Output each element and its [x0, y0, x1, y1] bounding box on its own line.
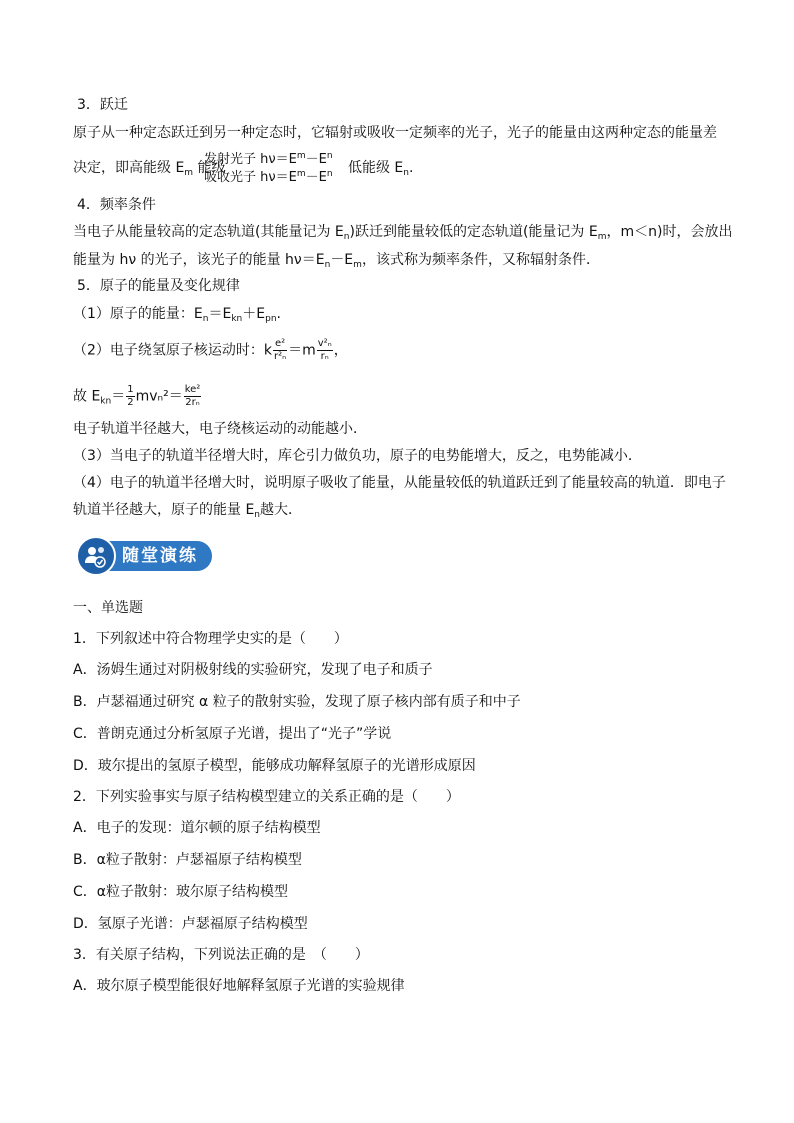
orbit-radius-item-cont: 轨道半径越大，原子的能量 $E_n$越大． — [73, 502, 303, 520]
section3-heading: 3．跃迁 — [77, 97, 128, 113]
practice-badge — [76, 536, 212, 576]
question-3-option-a: A．玻尔原子模型能很好地解释氢原子光谱的实验规律 — [73, 978, 405, 994]
question-2-option-b: B．α粒子散射：卢瑟福原子结构模型 — [73, 852, 302, 868]
question-2-option-d: D．氢原子光谱：卢瑟福原子结构模型 — [73, 916, 308, 932]
section3-line2: 决定，即高能级 $E_m$ 能级 低能级 $E_n$. — [73, 160, 414, 178]
people-icon — [76, 536, 116, 576]
absorb-photon-formula: 吸收光子 $h\nu=E^m-E^n$ — [204, 169, 333, 185]
section4-heading: 4．频率条件 — [77, 197, 156, 213]
question-2-stem: 2．下列实验事实与原子结构模型建立的关系正确的是（ ） — [73, 789, 460, 805]
question-1-stem: 1．下列叙述中符合物理学史实的是（ ） — [73, 631, 348, 647]
section5-heading: 5．原子的能量及变化规律 — [77, 278, 240, 294]
section4-line1: 当电子从能量较高的定态轨道(其能量记为 $E_n$)跃迁到能量较低的定态轨道(能量记为 $E_m$，m＜n)时，会放出 — [73, 224, 733, 242]
fraction: $\frac{\text{ke²}}{\text{2rₙ}}$ — [184, 384, 201, 408]
fraction: $\frac{1}{2}$ — [127, 384, 134, 408]
emit-photon-formula: 发射光子 $h\nu=E^m-E^n$ — [204, 151, 333, 167]
section-title: 一、单选题 — [73, 600, 143, 616]
question-2-option-a: A．电子的发现：道尔顿的原子结构模型 — [73, 820, 321, 836]
kinetic-energy-equation: 故 $E_{kn}=$ $\frac{1}{2}$ mvₙ²＝ $\frac{\text{ke²}}{\text{2rₙ}}$ — [73, 384, 201, 408]
atom-energy-item: （1）原子的能量：$E_n=E_{kn}+E_{pn}$. — [73, 306, 281, 324]
question-1-option-c: C．普朗克通过分析氢原子光谱，提出了“光子”学说 — [73, 726, 392, 742]
question-1-option-a: A．汤姆生通过对阴极射线的实验研究，发现了电子和质子 — [73, 662, 433, 678]
question-2-option-c: C．α粒子散射：玻尔原子结构模型 — [73, 884, 289, 900]
fraction: $\frac{\text{v²ₙ}}{\text{rₙ}}$ — [317, 338, 332, 362]
fraction: $\frac{\text{e²}}{\text{r²ₙ}}$ — [274, 338, 287, 362]
section3-line1: 原子从一种定态跃迁到另一种定态时，它辐射或吸收一定频率的光子，光子的能量由这两种定态的能量差 — [73, 125, 717, 141]
potential-energy-item: （3）当电子的轨道半径增大时，库仑引力做负功，原子的电势能增大，反之，电势能减小． — [73, 448, 642, 464]
kinetic-energy-statement: 电子轨道半径越大，电子绕核运动的动能越小． — [73, 421, 367, 437]
coulomb-force-equation: （2）电子绕氢原子核运动时：k $\frac{\text{e²}}{\text{r²ₙ}}$ ＝m $\frac{\text{v²ₙ}}{\text{rₙ}}$ ， — [73, 338, 348, 362]
section4-line2: 能量为 hν 的光子，该光子的能量 $h\nu=E_n-E_m$，该式称为频率条件，又称辐射条件． — [73, 252, 600, 270]
question-1-option-b: B．卢瑟福通过研究 α 粒子的散射实验，发现了原子核内部有质子和中子 — [73, 694, 521, 710]
question-3-stem: 3．有关原子结构，下列说法正确的是 （ ） — [73, 947, 369, 963]
orbit-radius-item: （4）电子的轨道半径增大时，说明原子吸收了能量，从能量较低的轨道跃迁到了能量较高的轨道．即电子 — [73, 475, 726, 491]
badge-label: 随堂演练 — [122, 546, 198, 566]
question-1-option-d: D．玻尔提出的氢原子模型，能够成功解释氢原子的光谱形成原因 — [73, 758, 476, 774]
